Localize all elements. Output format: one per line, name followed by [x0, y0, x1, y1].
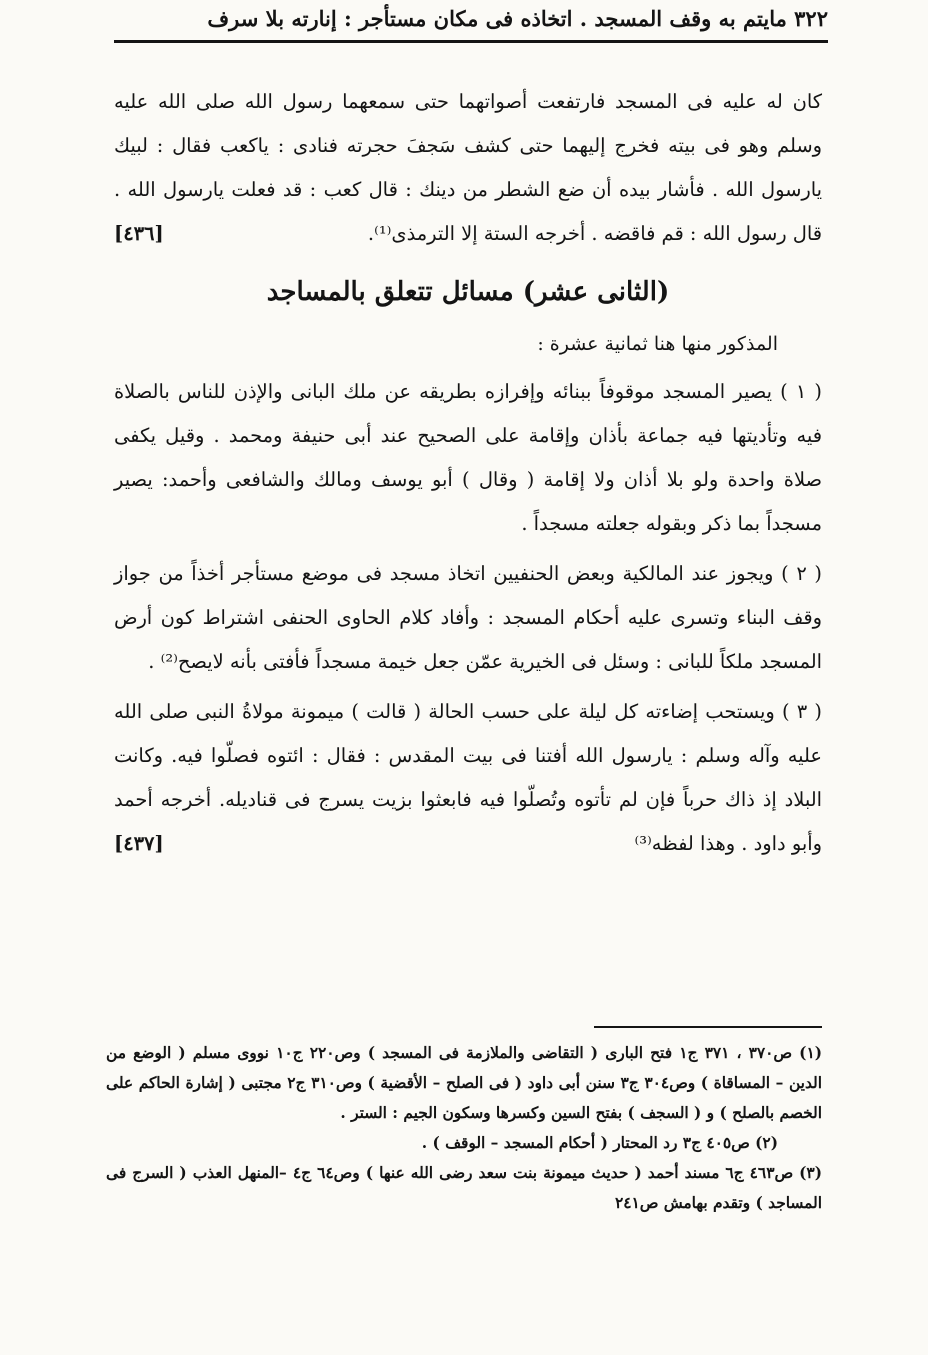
- main-text: [114, 80, 822, 866]
- paragraph-3-text: ( ٣ ) ويستحب إضاءته كل ليلة على حسب الحالة ( قالت ) ميمونة مولاةُ النبى صلى الله عليه وآله وسلم : يارسول الله أفتنا فى بيت المقدس : فقال : ائتوه فصلّوا فيه. وكانت البلاد إذ ذاك حرباً فإن لم تأتوه وتُصلّوا فيه فابعثوا بزيت يسرج فى قناديله. أخرجه أحمد وأبو داود . وهذا لفظه⁽³⁾: [114, 700, 822, 855]
- section-title: (الثانى عشر) مسائل تتعلق بالمساجد: [266, 277, 670, 307]
- hadith-ref: [٤٣٦]: [114, 222, 164, 245]
- paragraph-3-ref: [٤٣٧]: [114, 832, 164, 855]
- hadith-paragraph: [114, 80, 822, 256]
- footnote-2: (٢) ص٤٠٥ ج٣ رد المحتار ( أحكام المسجد – الوقف ) .: [421, 1134, 778, 1152]
- footnote-1: (١) ص٣٧٠ ، ٣٧١ ج١ فتح البارى ( التقاضى والملازمة فى المسجد ) وص٢٢٠ ج١٠ نووى مسلم ( الوضع من الدين – المساقاة ) وص٣٠٤ ج٣ سنن أبى داود ( فى الصلح – الأقضية ) وص٣١٠ ج٢ مجتبى ( إشارة الحاكم على الخصم بالصلح ) و ( السجف ) بفتح السين وكسرها وسكون الجيم : الستر .: [106, 1044, 823, 1122]
- running-header: ٣٢٢ مايتم به وقف المسجد . اتخاذه فى مكان مستأجر : إنارته بلا سرف: [207, 6, 828, 31]
- section-intro: المذكور منها هنا ثمانية عشرة :: [537, 333, 778, 355]
- header-rule: [114, 40, 828, 43]
- footnote-3: (٣) ص٤٦٣ ج٦ مسند أحمد ( حديث ميمونة بنت سعد رضى الله عنها ) وص٦٤ ج٤ –المنهل العذب ( السرج فى المساجد ) وتقدم بهامش ص٢٤١: [106, 1164, 822, 1212]
- paragraph-3: [114, 690, 822, 866]
- paragraph-2: ( ٢ ) ويجوز عند المالكية وبعض الحنفيين اتخاذ مسجد فى موضع مستأجر أخذاً من جواز وقف البناء وتسرى عليه أحكام المسجد : وأفاد كلام الحاوى الحنفى اشتراط كون أرض المسجد ملكاً للبانى : وسئل فى الخيرية عمّن جعل خيمة مسجداً فأفتى بأنه لايصح⁽²⁾ .: [114, 562, 823, 673]
- paragraph-1: ( ١ ) يصير المسجد موقوفاً ببنائه وإفرازه بطريقه عن ملك البانى والإذن للناس بالصلاة فيه وتأديتها فيه جماعة بأذان وإقامة على الصحيح عند أبى حنيفة ومحمد . وقيل يكفى صلاة واحدة ولو بلا أذان ولا إقامة ( وقال ) أبو يوسف ومالك والشافعى وأحمد: يصير مسجداً بما ذكر وبقوله جعلته مسجداً .: [114, 380, 822, 535]
- footnotes: [106, 1038, 822, 1218]
- footnote-rule: [594, 1026, 822, 1028]
- hadith-text: كان له عليه فى المسجد فارتفعت أصواتهما حتى سمعهما رسول الله صلى الله عليه وسلم وهو فى بيته فخرج إليهما حتى كشف سَجفَ حجرته فنادى : ياكعب فقال : لبيك يارسول الله . فأشار بيده أن ضع الشطر من دينك : قال كعب : قد فعلت يارسول الله . قال رسول الله : قم فاقضه . أخرجه الستة إلا الترمذى⁽¹⁾.: [114, 90, 822, 245]
